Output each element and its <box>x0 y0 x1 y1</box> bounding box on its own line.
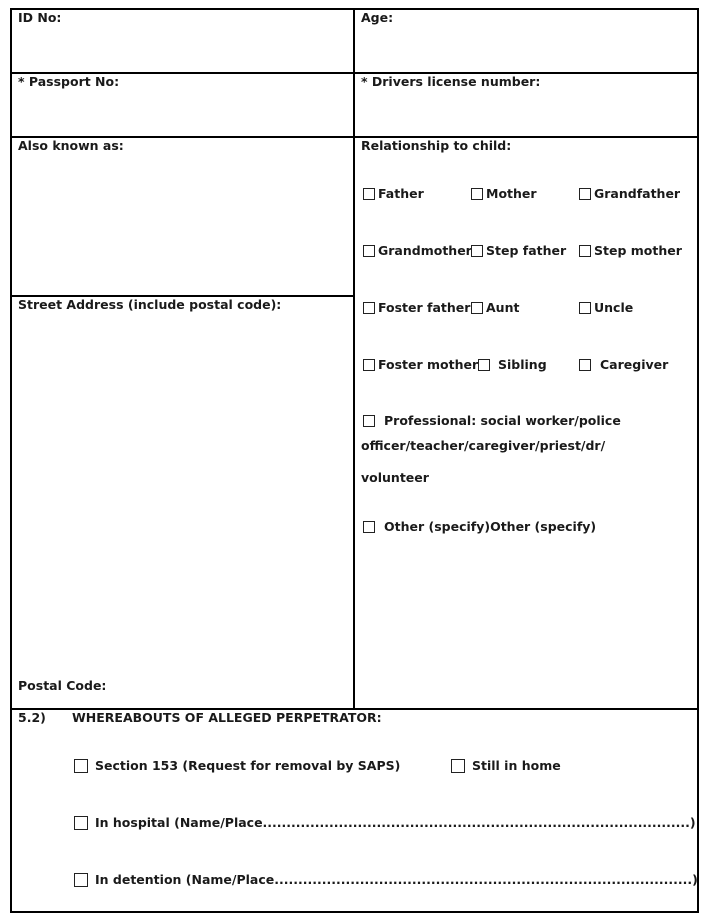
option-grandmother[interactable] <box>363 243 472 258</box>
option-foster-mother[interactable] <box>363 357 478 372</box>
checkbox-icon[interactable] <box>579 188 591 200</box>
checkbox-icon[interactable] <box>74 759 88 773</box>
option-label: Aunt <box>486 300 520 315</box>
option-label: Section 153 (Request for removal by SAPS) <box>95 758 401 773</box>
checkbox-icon[interactable] <box>363 521 375 533</box>
option-label: In hospital (Name/Place..........................................................................................) <box>95 815 696 830</box>
checkbox-icon[interactable] <box>579 302 591 314</box>
relationship-label: Relationship to child: <box>361 138 512 153</box>
option-in-detention[interactable] <box>74 872 698 887</box>
checkbox-icon[interactable] <box>471 302 483 314</box>
option-label: In detention (Name/Place........................................................................................) <box>95 872 698 887</box>
option-label: Father <box>378 186 424 201</box>
passport-no-label: * Passport No: <box>18 74 120 89</box>
option-label: Step mother <box>594 243 682 258</box>
checkbox-icon[interactable] <box>579 359 591 371</box>
street-address-label: Street Address (include postal code): <box>18 297 282 312</box>
option-label: Foster mother <box>378 357 479 372</box>
option-professional-line2: officer/teacher/caregiver/priest/dr/ <box>361 438 606 453</box>
drivers-license-label: * Drivers license number: <box>361 74 541 89</box>
option-grandfather[interactable] <box>579 186 680 201</box>
option-step-father[interactable] <box>471 243 566 258</box>
rule-middle <box>353 8 355 709</box>
option-label: Caregiver <box>600 357 669 372</box>
option-label: Uncle <box>594 300 634 315</box>
option-label: Sibling <box>498 357 547 372</box>
option-other[interactable] <box>363 519 596 534</box>
option-label: Professional: social worker/police <box>384 413 621 428</box>
checkbox-icon[interactable] <box>363 302 375 314</box>
option-label: Mother <box>486 186 537 201</box>
id-no-label: ID No: <box>18 10 62 25</box>
option-father[interactable] <box>363 186 424 201</box>
postal-code-label: Postal Code: <box>18 678 107 693</box>
rule-bottom <box>10 911 698 913</box>
option-professional[interactable] <box>363 413 621 428</box>
option-foster-father[interactable] <box>363 300 470 315</box>
checkbox-icon[interactable] <box>363 415 375 427</box>
option-label: Step father <box>486 243 567 258</box>
checkbox-icon[interactable] <box>363 359 375 371</box>
option-in-hospital[interactable] <box>74 815 696 830</box>
option-label: Still in home <box>472 758 561 773</box>
option-section-153[interactable] <box>74 758 400 773</box>
checkbox-icon[interactable] <box>471 245 483 257</box>
section-number: 5.2) <box>18 710 46 725</box>
age-label: Age: <box>361 10 394 25</box>
option-step-mother[interactable] <box>579 243 682 258</box>
option-aunt[interactable] <box>471 300 519 315</box>
option-mother[interactable] <box>471 186 537 201</box>
checkbox-icon[interactable] <box>579 245 591 257</box>
section-title: WHEREABOUTS OF ALLEGED PERPETRATOR: <box>72 710 382 725</box>
option-professional-line3: volunteer <box>361 470 429 485</box>
option-caregiver[interactable] <box>579 357 668 372</box>
rule-right <box>697 8 699 913</box>
option-uncle[interactable] <box>579 300 633 315</box>
option-sibling[interactable] <box>478 357 547 372</box>
checkbox-icon[interactable] <box>74 816 88 830</box>
checkbox-icon[interactable] <box>478 359 490 371</box>
option-label: Foster father <box>378 300 471 315</box>
also-known-as-label: Also known as: <box>18 138 124 153</box>
checkbox-icon[interactable] <box>471 188 483 200</box>
checkbox-icon[interactable] <box>363 245 375 257</box>
checkbox-icon[interactable] <box>74 873 88 887</box>
checkbox-icon[interactable] <box>451 759 465 773</box>
checkbox-icon[interactable] <box>363 188 375 200</box>
rule-left <box>10 8 12 913</box>
option-label: Grandmother <box>378 243 472 258</box>
option-still-in-home[interactable] <box>451 758 561 773</box>
option-label: Grandfather <box>594 186 681 201</box>
option-label: Other (specify)Other (specify) <box>384 519 597 534</box>
